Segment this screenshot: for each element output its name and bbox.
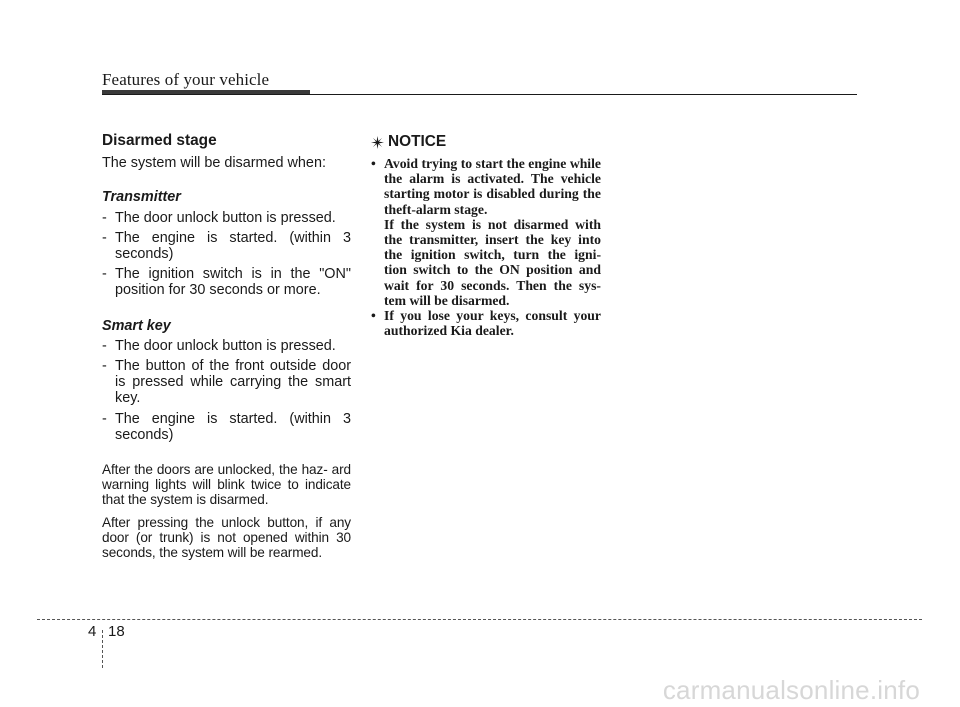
smart-key-subhead: Smart key	[102, 317, 171, 334]
footer-rule	[37, 619, 922, 620]
notice-list	[371, 156, 601, 338]
list-item: - The ignition switch is in the "ON" position for 30 seconds or more.	[102, 266, 351, 298]
notice-heading	[371, 133, 601, 151]
notice-column	[371, 133, 601, 338]
list-item: - The door unlock button is pressed.	[102, 210, 351, 226]
watermark: carmanualsonline.info	[662, 675, 920, 705]
list-item: - The button of the front outside door is pressed while carrying the smart key.	[102, 358, 351, 407]
list-item: - The engine is started. (within 3 seconds)	[102, 230, 351, 262]
star-cross-icon	[371, 136, 384, 149]
paragraph-hazard: After the doors are unlocked, the haz- ard warning lights will blink twice to indicate that the system is disarmed.	[102, 462, 351, 508]
notice-label: NOTICE	[388, 133, 447, 150]
list-item	[371, 308, 601, 338]
list-item: - The engine is started. (within 3 seconds)	[102, 411, 351, 443]
smart-key-list	[102, 338, 351, 443]
section-heading: Disarmed stage	[102, 132, 217, 149]
notice-text: If the system is not disarmed with the transmitter, insert the key into the ignition switch, turn the igni- tion switch to the ON position and wait for 30 seconds. Then the sys- tem will be disarmed.	[384, 216, 601, 308]
notice-text: • Avoid trying to start the engine while the alarm is activated. The vehicle starting motor is disabled during the theft-alarm stage.	[384, 156, 601, 217]
list-item	[371, 156, 601, 308]
list-item: - The door unlock button is pressed.	[102, 338, 351, 354]
transmitter-list	[102, 210, 351, 299]
page-header-title: Features of your vehicle	[102, 70, 270, 89]
footer-divider	[102, 630, 103, 668]
intro-text: The system will be disarmed when:	[102, 155, 326, 172]
header-rule	[102, 94, 857, 95]
transmitter-subhead: Transmitter	[102, 189, 181, 206]
page-number: 18	[108, 623, 125, 640]
chapter-number: 4	[88, 623, 97, 640]
paragraph-rearm: After pressing the unlock button, if any door (or trunk) is not opened within 30 seconds, the system will be rearmed.	[102, 514, 351, 561]
notice-text: • If you lose your keys, consult your authorized Kia dealer.	[384, 308, 601, 339]
left-column	[102, 133, 351, 567]
